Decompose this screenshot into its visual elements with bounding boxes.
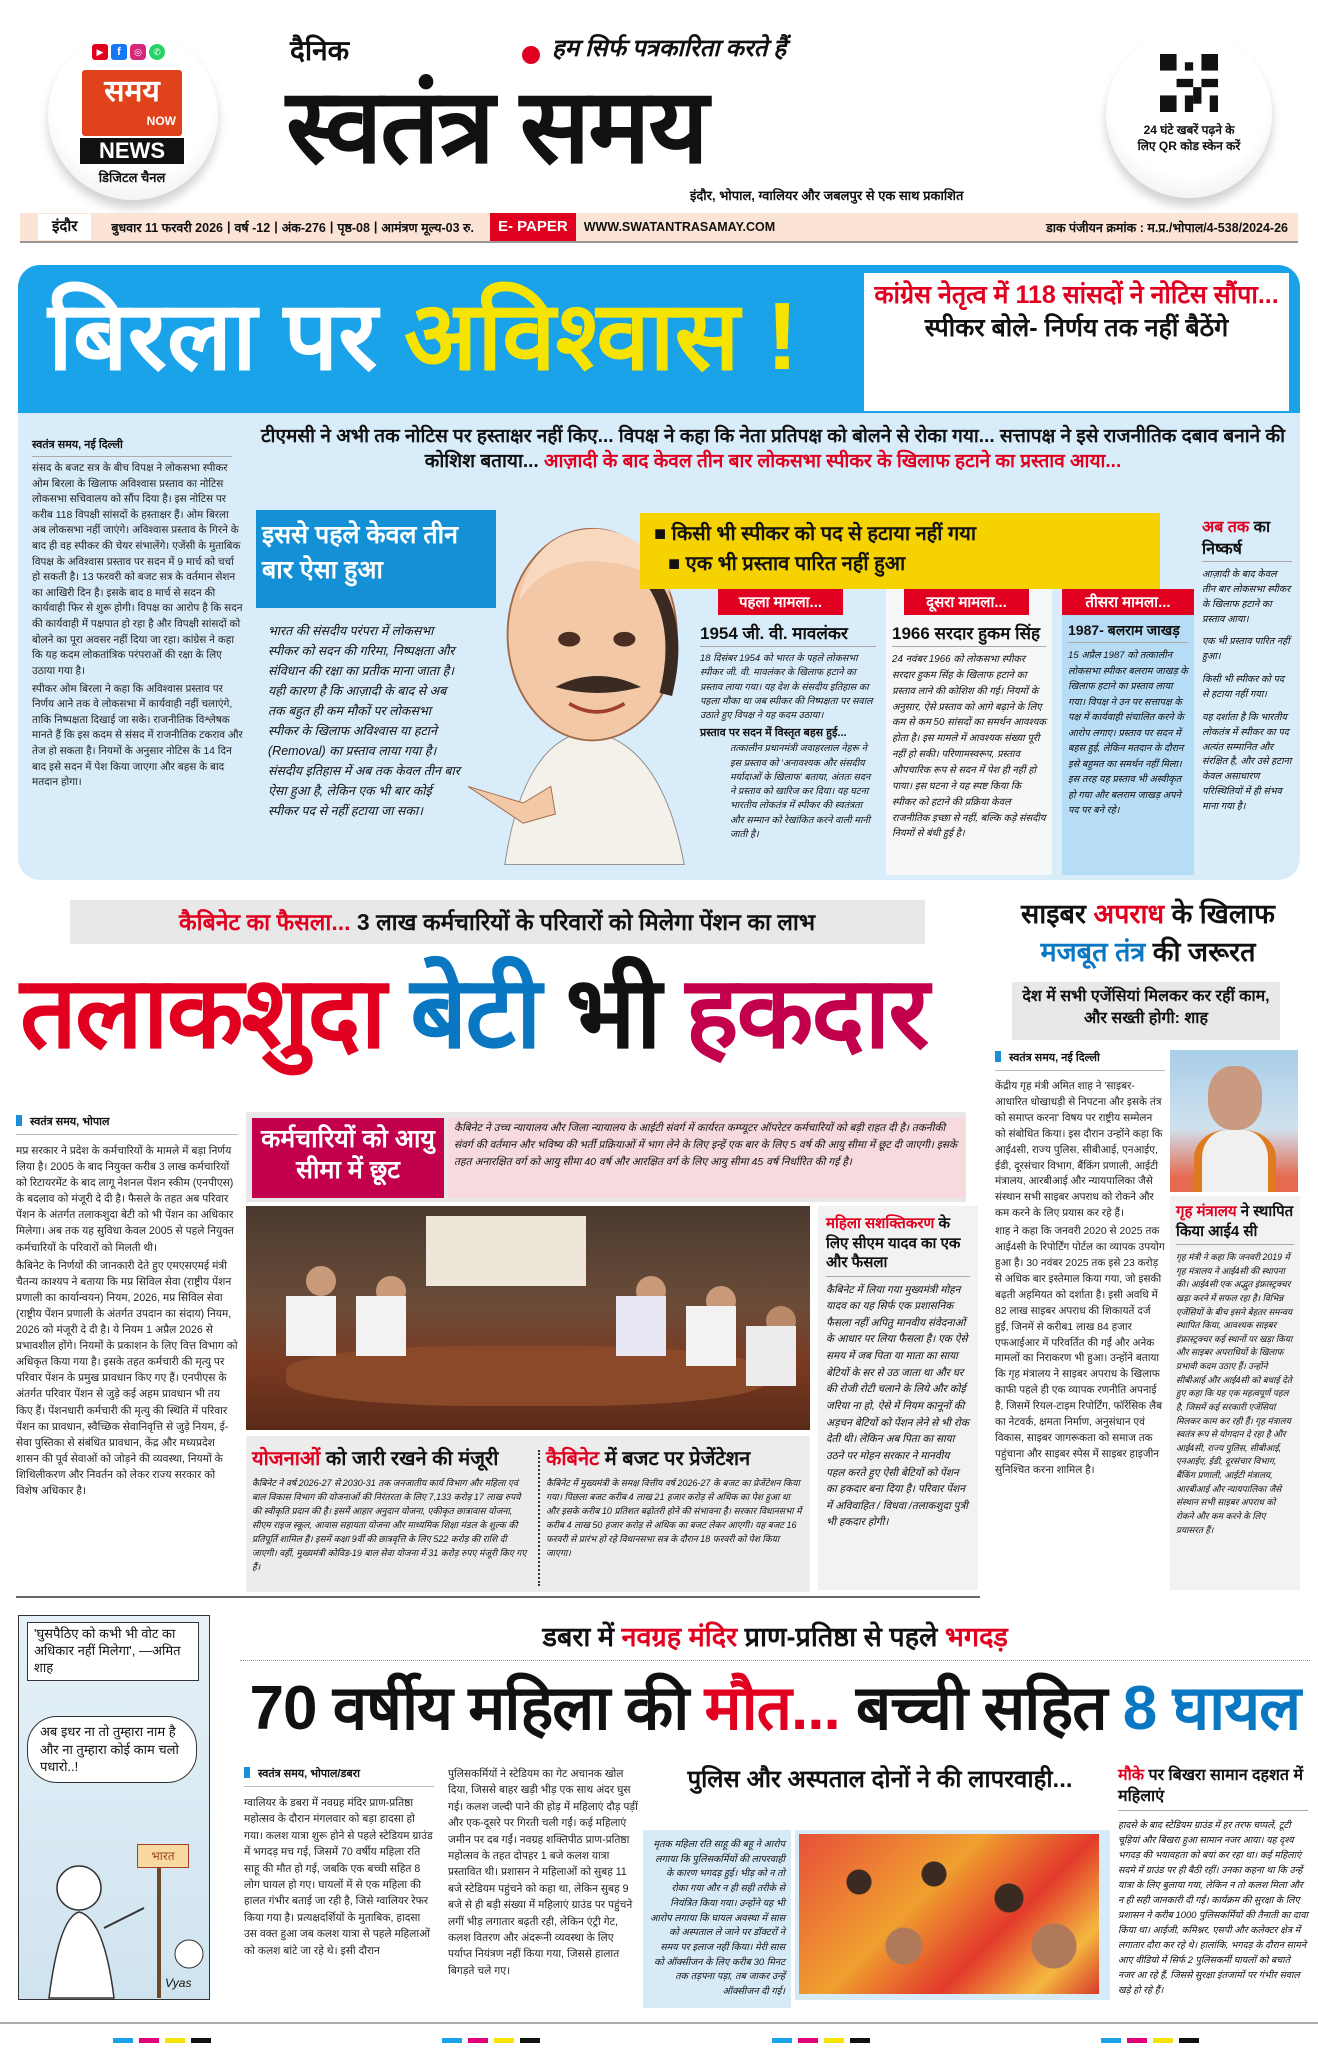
social-icons <box>92 44 165 60</box>
lead-body: संसद के बजट सत्र के बीच विपक्ष ने लोकसभा स्पीकर ओम बिरला के खिलाफ अविश्वास प्रस्ताव का नोटिस लोकसभा सचिवालय को सौंप दिया है। इस नोटिस पर करीब 118 विपक्षी सांसदों के हस्ताक्षर हैं। ओम बिरला अब लोकसभा नहीं जाएंगे। अविश्वास प्रस्ताव के गिरने के बाद ही वह स्पीकर की चेयर संभालेंगे। एजेंसी के मुताबिक विपक्ष के अविश्वास प्रस्ताव पर सदन में 9 मार्च को चर्चा हो सकती है। 13 फरवरी को बजट सत्र के वर्तमान सेशन का आखिरी दिन है। इसके बाद 8 मार्च से सदन की कार्यवाही फिर से शुरू होगी। विपक्ष का आरोप है कि सदन की कार्यवाही में पक्षपात हो रहा है और विपक्षी सांसदों को बोलने का पूरा अवसर नहीं दिया जा रहा। कांग्रेस ने कहा कि यह कदम लोकतांत्रिक परंपराओं की रक्षा के लिए उठाया गया है। स्पीकर ओम बिरला ने कहा कि अविश्वास प्रस्ताव पर निर्णय आने तक वे लोकसभा में कार्यवाही नहीं चलाएंगे, ताकि निष्पक्षता दिखाई जा सके। राजनीतिक विश्लेषक मानते हैं कि इस कदम से संसद में राजनीतिक टकराव और तेज हो सकता है। नियमों के अनुसार नोटिस के 14 दिन बाद इसे सदन में पेश किया जाएगा और बहस के बाद मतदान होगा। <box>32 463 243 789</box>
logo-channel: डिजिटल चैनल <box>98 170 166 185</box>
logo-now: NOW <box>146 114 176 128</box>
lead-story <box>18 265 1300 880</box>
instagram-icon[interactable]: ◎ <box>130 44 146 60</box>
lead-headline: बिरला पर अविश्वास ! <box>48 283 799 390</box>
conclusion-box: अब तक का निष्कर्ष आज़ादी के बाद केवल तीन बार लोकसभा स्पीकर के खिलाफ हटाने का प्रस्ताव आया। एक भी प्रस्ताव पारित नहीं हुआ। किसी भी स्पीकर को पद से हटाया नहीं गया। यह दर्शाता है कि भारतीय लोकतंत्र में स्पीकर का पद अत्यंत सम्मानित और संरक्षित है, और उसे हटाना केवल असाधारण परिस्थितियों में ही संभव माना गया है। <box>1202 515 1292 815</box>
lead-subhead: टीएमसी ने अभी तक नोटिस पर हस्ताक्षर नहीं किए... विपक्ष ने कहा कि नेता प्रतिपक्ष को बोलने से रोका गया... सत्तापक्ष ने इसे राजनीतिक दबाव बनाने की कोशिश बताया... आज़ादी के बाद केवल तीन बार लोकसभा स्पीकर के खिलाफ हटाने का प्रस्ताव आया... <box>260 426 1286 472</box>
pension-kicker: कैबिनेट का फैसला... 3 लाख कर्मचारियों के परिवारों को मिलेगा पेंशन का लाभ <box>179 909 816 935</box>
page-count: पृष्ठ-08 <box>337 220 370 235</box>
cyber-headline: साइबर अपराध के खिलाफ मजबूत तंत्र की जरूरत <box>1020 899 1275 967</box>
tagline-dot <box>522 46 540 64</box>
lead-byline: स्वतंत्र समय, नई दिल्ली <box>32 437 232 457</box>
epaper-button[interactable]: E- PAPER <box>490 213 576 242</box>
history-box-text: भारत की संसदीय परंपरा में लोकसभा स्पीकर को सदन की गरिमा, निष्पक्षता और संविधान की रक्षा का प्रतीक माना जाता है। यही कारण है कि आज़ादी के बाद से अब तक बहुत ही कम मौकों पर लोकसभा स्पीकर के खिलाफ अविश्वास या हटाने (Removal) का प्रस्ताव लाया गया है। संसदीय इतिहास में अब तक केवल तीन बार ऐसा हुआ है, लेकिन एक भी बार कोई स्पीकर पद से नहीं हटाया जा सका। <box>268 624 460 818</box>
women-title: महिला सशक्तिकरण के लिए सीएम यादव का एक और फैसला <box>826 1214 970 1277</box>
stampede-col-1: स्वतंत्र समय, भोपाल/डबरा ग्वालियर के डबरा में नवग्रह मंदिर प्राण-प्रतिष्ठा महोत्सव के दौरान मंगलवार को बड़ा हादसा हो गया। कलश यात्रा शुरू होने से पहले स्टेडियम ग्राउंड में भगदड़ मच गई, जिसमें 70 वर्षीय महिला रति साहू की मौत हो गई, जबकि एक बच्ची सहित 8 लोग घायल हो गए। घायलों में से एक महिला की हालत गंभीर बताई जा रही है, जिसे ग्वालियर रेफर किया गया है। प्रत्यक्षदर्शियों के मुताबिक, हादसा उस वक्त हुआ जब कलश यात्रा से पहले महिलाओं को कलश बांटे जा रहे थे। इसी दौरान <box>244 1768 433 1957</box>
logo-brand: समय <box>104 75 160 108</box>
cartoon <box>18 1615 210 2000</box>
registration-number: डाक पंजीयन क्रमांक : म.प्र./भोपाल/4-538/2024-26 <box>1046 220 1288 235</box>
cartoon-speech-bubble: अब इधर ना तो तुम्हारा नाम है और ना तुम्हारा कोई काम चलो पधारो..! <box>27 1716 197 1783</box>
issue-number: अंक-276 <box>281 220 326 235</box>
date-bar: इंदौर बुधवार 11 फरवरी 2026 | वर्ष -12 | अंक-276 | पृष्ठ-08 | आमंत्रण मूल्य-03 रु. E- PAPER WWW.SWATANTRASAMAY.COM डाक पंजीयन क्रमांक : म.प्र./भोपाल/4-538/2024-26 <box>20 213 1298 243</box>
stampede-headline: 70 वर्षीय महिला की मौत... बच्ची सहित 8 घायल <box>249 1674 1301 1743</box>
pension-divider <box>16 1596 980 1598</box>
women-empowerment-column: महिला सशक्तिकरण के लिए सीएम यादव का एक और फैसला कैबिनेट में लिया गया मुख्यमंत्री मोहन यादव का यह सिर्फ एक प्रशासनिक फैसला नहीं अपितु मानवीय संवेदनाओं के आधार पर लिया फैसला है। एक ऐसे समय में जब पिता या माता का साया बेटियों के सर से उठ जाता था और घर की रोजी रोटी चलाने के लिये और कोई जरिया ना हो, ऐसे में नियम कानूनों की अड़चन बेटियों को पेंशन लेने से भी रोक देती थी। लेकिन अब पिता का साया उठने पर मोहन सरकार ने मानवीय पहल करते हुए ऐसी बेटियों को पेंशन का हकदार बना दिया है। परिवार पेंशन में अविवाहित / विधवा /तलाकशुदा पुत्री भी हकदार होगी। <box>818 1206 978 1590</box>
edition-city: इंदौर <box>38 214 91 240</box>
i4c-title: गृह मंत्रालय ने स्थापित किया आई4 सी <box>1176 1202 1294 1245</box>
website-link[interactable]: WWW.SWATANTRASAMAY.COM <box>583 220 776 234</box>
story-divider <box>538 1450 540 1586</box>
youtube-icon[interactable]: ▶ <box>92 44 108 60</box>
stampede-kicker-rule <box>240 1660 1310 1661</box>
pension-article: स्वतंत्र समय, भोपाल मप्र सरकार ने प्रदेश के कर्मचारियों के मामले में बड़ा निर्णय लिया है। 2005 के बाद नियुक्त करीब 3 लाख कर्मचारियों को रिटायरमेंट के बाद लागू नेशनल पेंशन स्कीम (एनपीएस) के बदलाव को मंजूरी दे दी है। फैसले के तहत अब परिवार पेंशन के अंतर्गत तलाकशुदा बेटी को भी पेंशन का अधिकार मिलेगा। अब तक यह सुविधा केवल 2005 से पहले नियुक्त कर्मचारियों के परिवारों को मिलती थी। कैबिनेट के निर्णयों की जानकारी देते हुए एमएसएमई मंत्री चैतन्य काश्यप ने बताया कि मप्र सिविल सेवा (राष्ट्रीय पेंशन प्रणाली का कार्यान्वयन) नियम, 2026, मप्र सिविल सेवा (राष्ट्रीय पेंशन प्रणाली के अंतर्गत उपदान का संदाय) नियम, 2026 को मंजूरी दे दी है। ये नियम 1 अप्रैल 2026 से प्रभावशील होंगे। नियमों के प्रकाशन के लिए वित्त विभाग को अधिकृत किया गया है। इसके तहत कर्मचारी की मृत्यु पर परिवार पेंशन के प्रमुख प्रावधान किए गए हैं। एनपीएस के अंतर्गत परिवार पेंशन से जुड़े कई अहम प्रावधान भी तय किए हैं। पेंशनधारी कर्मचारी की मृत्यु की स्थिति में परिवार पेंशन का प्रावधान, स्वैच्छिक सेवानिवृत्ति से जुड़े नियम, ई-सेवा पुस्तिका से संबंधित प्रावधान, केंद्र और मध्यप्रदेश शासन की पूर्व सेवाओं को जोड़ने की व्यवस्था, नियमों के शिथिलीकरण और निवर्तन को लेकर राज्य सरकार को विशेष अधिकार है। <box>16 1116 238 1497</box>
qr-badge[interactable] <box>1106 30 1272 198</box>
bottom-rule <box>0 2022 1318 2024</box>
age-box-title: कर्मचारियों को आयु सीमा में छूट <box>252 1118 444 1198</box>
cyber-subhead: देश में सभी एजेंसियां मिलकर कर रहीं काम, और सख्ती होगी: शाह <box>1012 982 1280 1040</box>
cabinet-meeting-photo <box>246 1206 810 1430</box>
newspaper-title: स्वतंत्र समय <box>286 69 707 185</box>
cartoonist-signature: Vyas <box>165 1976 192 1990</box>
case-3: तीसरा मामला... 1987- बलराम जाखड़ 15 अप्रैल 1987 को तत्कालीन लोकसभा स्पीकर बलराम जाखड़ के खिलाफ हटाने का प्रस्ताव लाया गया। विपक्ष ने उन पर सत्तापक्ष के पक्ष में कार्यवाही संचालित करने के आरोप लगाए। प्रस्ताव पर सदन में बहस हुई, लेकिन मतदान के दौरान इसे बहुमत का समर्थन नहीं मिला। इस तरह यह प्रस्ताव भी अस्वीकृत हो गया और बलराम जाखड़ अपने पद पर बने रहे। <box>1062 589 1194 875</box>
story1-title: योजनाओं को जारी रखने की मंजूरी <box>252 1448 499 1470</box>
amit-shah-photo <box>1170 1050 1298 1192</box>
logo-news: NEWS <box>80 138 184 164</box>
aftermath-title: मौके पर बिखरा सामान दहशत में महिलाएं <box>1118 1766 1308 1811</box>
issue-date: बुधवार 11 फरवरी 2026 <box>111 220 223 235</box>
cartoon-sign: भारत <box>137 1844 189 1868</box>
case-1: पहला मामला... 1954 जी. वी. मावलंकर 18 दिसंबर 1954 को भारत के पहले लोकसभा स्पीकर जी. वी. मावलंकर के खिलाफ हटाने का प्रस्ताव लाया गया। यह देश के संसदीय इतिहास का पहला मौका था जब स्पीकर की निष्पक्षता पर सवाल उठाते हुए विपक्ष ने यह कदम उठाया। प्रस्ताव पर सदन में विस्तृत बहस हुई... तत्कालीन प्रधानमंत्री जवाहरलाल नेहरू ने इस प्रस्ताव को 'अनावश्यक और संसदीय मर्यादाओं के खिलाफ' बताया, अंततः सदन ने प्रस्ताव को खारिज कर दिया। यह घटना भारतीय लोकतंत्र में स्पीकर की स्वतंत्रता और सम्मान को रेखांकित करने वाली मानी जाती है। <box>700 589 876 842</box>
key-point: ■ किसी भी स्पीकर को पद से हटाया नहीं गया <box>654 523 977 545</box>
editions-line: इंदौर, भोपाल, ग्वालियर और जबलपुर से एक साथ प्रकाशित <box>690 188 964 203</box>
stampede-col-2: पुलिसकर्मियों ने स्टेडियम का गेट अचानक खोल दिया, जिससे बाहर खड़ी भीड़ एक साथ अंदर घुस गई। कलश जल्दी पाने की होड़ में महिलाएं दौड़ पड़ीं और एक-दूसरे पर गिरती चली गईं। कई महिलाएं जमीन पर दब गईं। नवग्रह शक्तिपीठ प्राण-प्रतिष्ठा महोत्सव के तहत दोपहर 1 बजे कलश यात्रा प्रस्तावित थी। प्रशासन ने महिलाओं को सुबह 11 बजे स्टेडियम पहुंचने को कहा था, लेकिन सुबह 9 बजे से ही बड़ी संख्या में महिलाएं ग्राउंड पर पहुंचने लगीं भीड़ लगातार बढ़ती रही, लेकिन एंट्री गेट, कलश वितरण और अंदरूनी व्यवस्था के लिए पर्याप्त नियंत्रण नहीं किया गया, जिससे हालात बिगड़ते चले गए। <box>448 1768 638 1977</box>
pension-headline: तलाकशुदा बेटी भी हकदार <box>20 957 928 1069</box>
key-point: ■ एक भी प्रस्ताव पारित नहीं हुआ <box>668 553 906 575</box>
stampede-photo <box>795 1830 1110 2000</box>
history-box-title: इससे पहले केवल तीन बार ऐसा हुआ <box>256 510 496 608</box>
stampede-kicker: डबरा में नवग्रह मंदिर प्राण-प्रतिष्ठा से पहले भगदड़ <box>542 1622 1008 1652</box>
aftermath-column: मौके पर बिखरा सामान दहशत में महिलाएं हादसे के बाद स्टेडियम ग्राउंड में हर तरफ चप्पलें, टूटी चूड़ियां और बिखरा हुआ सामान नजर आया। यह दृश्य भगदड़ की भयावहता को बयां कर रहा था। कई महिलाएं सदमे में ग्राउंड पर ही बैठी रहीं। उनका कहना था कि उन्हें यात्रा के लिए बुलाया गया, लेकिन न तो कलश मिला और न ही सही जानकारी दी गई। कार्यक्रम की सुरक्षा के लिए प्रशासन ने करीब 1000 पुलिसकर्मियों की तैनाती का दावा किया था। आईजी, कमिश्नर, एसपी और कलेक्टर क्षेत्र में लगातार दौरा कर रहे थे। हालांकि, भगदड़ के दौरान सामने आए वीडियो में सिर्फ 2 पुलिसकर्मी घायलों को बचाते नजर आ रहे हैं, जिससे सुरक्षा इंतजामों पर गंभीर सवाल खड़े हो रहे हैं। <box>1118 1767 1308 1996</box>
price: आमंत्रण मूल्य-03 रु. <box>381 220 474 235</box>
masthead-prefix: दैनिक <box>290 35 350 66</box>
qr-code-icon[interactable] <box>1160 54 1218 112</box>
story2-title: कैबिनेट में बजट पर प्रेजेंटेशन <box>546 1448 751 1470</box>
conclusion-title: अब तक का निष्कर्ष <box>1202 515 1292 562</box>
samay-now-logo[interactable] <box>48 30 218 200</box>
cartoon-caption: 'घुसपैठिए को कभी भी वोट का अधिकार नहीं मिलेगा', —अमित शाह <box>27 1622 199 1681</box>
police-negligence-text: मृतक महिला रति साहू की बहू ने आरोप लगाया कि पुलिसकर्मियों की लापरवाही के कारण भगदड़ हुई। भीड़ को न तो रोका गया और न ही सही तरीके से नियंत्रित किया गया। उन्होंने यह भी आरोप लगाया कि घायल अवस्था में सास को अस्पताल ले जाने पर डॉक्टरों ने समय पर इलाज नहीं किया। मेरी सास को ऑक्सीजन के लिए करीब 30 मिनट तक तड़पना पड़ा, तब जाकर उन्हें ऑक्सीजन दी गई। <box>643 1830 791 2008</box>
i4c-column: गृह मंत्रालय ने स्थापित किया आई4 सी गृह मंत्री ने कहा कि जनवरी 2019 में गृह मंत्रालय ने आई4सी की स्थापना की। आई4सी एक अद्भुत इंफ्रास्ट्रक्चर खड़ा करने में सफल रहा है। विभिन्न एजेंसियों के बीच इसने बेहतर समन्वय स्थापित किया, आवश्यक साइबर इंफ्रास्ट्रक्चर कई स्थानों पर खड़ा किया और साइबर अपराधियों के खिलाफ प्रभावी कदम उठाए हैं। उन्होंने सीबीआई और आई4सी को बधाई देते हुए कहा कि यह एक महत्वपूर्ण पहल है, जिसमें कई सरकारी एजेंसियां मिलकर काम कर रही हैं। गृह मंत्रालय स्वतंत्र रूप से योगदान दे रहा है और आई4सी, राज्य पुलिस, सीबीआई, एनआईए, ईडी, दूरसंचार विभाग, बैंकिंग प्रणाली, आईटी मंत्रालय, आरबीआई और न्यायपालिका जैसे संस्थान सभी साइबर अपराध को रोकने और कम करने के लिए प्रयासरत हैं। <box>1170 1196 1300 1590</box>
cyber-article: स्वतंत्र समय, नई दिल्ली केंद्रीय गृह मंत्री अमित शाह ने 'साइबर-आधारित धोखाधड़ी से निपटना और इसके तंत्र को समाप्त करना' विषय पर राष्ट्रीय सम्मेलन को संबोधित किया। इस दौरान उन्होंने कहा कि आई4सी, राज्य पुलिस, सीबीआई, एनआईए, ईडी, दूरसंचार विभाग, बैंकिंग प्रणाली, आईटी मंत्रालय, आरबीआई और न्यायपालिका जैसे संस्थान सभी साइबर अपराध को रोकने और कम करने के लिए प्रयास कर रहे हैं। शाह ने कहा कि जनवरी 2020 से 2025 तक आई4सी के रिपोर्टिंग पोर्टल का व्यापक उपयोग हुआ है। 30 नवंबर 2025 तक इसे 23 करोड़ से अधिक बार इस्तेमाल किया गया, जो इसकी बढ़ती अहमियत को दर्शाता है। इसी अवधि में 82 लाख साइबर अपराध की शिकायतें दर्ज हुईं, जिनमें से करीब1 लाख 84 हजार एफआईआर में परिवर्तित की गईं और अनेक मामलों का निराकरण भी हुआ। उन्होंने बताया कि गृह मंत्रालय ने साइबर अपराध के खिलाफ काफी पहले ही एक व्यापक रणनीति अपनाई है, जिसमें रियल-टाइम रिपोर्टिंग, फॉरेंसिक लैब का नेटवर्क, क्षमता निर्माण, अनुसंधान एवं विकास, साइबर जागरूकता को समाज तक पहुंचाना और साइबर स्पेस में साइबर हाइजीन सुनिश्चित करना शामिल है। <box>995 1052 1165 1476</box>
age-box-text: कैबिनेट ने उच्च न्यायालय और जिला न्यायालय के आईटी संवर्ग में कार्यरत कम्प्यूटर ऑपरेटर कर्मचारियों को बड़ी राहत दी है। तकनीकी संवर्ग की वर्तमान और भविष्य की भर्ती प्रक्रियाओं में भाग लेने के लिए इन्हें एक बार के लिए 5 वर्ष की आयु सीमा में छूट दी जाएगी। इसके तहत अनारक्षित वर्ग को आयु सीमा 40 वर्ष और आरक्षित वर्ग के लिए आयु सीमा 45 वर्ष निर्धारित की गई है। <box>448 1118 966 1198</box>
case-2: दूसरा मामला... 1966 सरदार हुकम सिंह 24 नवंबर 1966 को लोकसभा स्पीकर सरदार हुकम सिंह के खिलाफ हटाने का प्रस्ताव लाने की कोशिश की गई। नियमों के अनुसार, ऐसे प्रस्ताव को आगे बढ़ाने के लिए कम से कम 50 सांसदों का समर्थन आवश्यक होता है। इस मामले में आवश्यक संख्या पूरी नहीं हो सकी। परिणामस्वरूप, प्रस्ताव औपचारिक रूप से सदन में पेश ही नहीं हो पाया। इस घटना ने यह स्पष्ट किया कि स्पीकर को हटाने की प्रक्रिया केवल राजनीतिक इच्छा से नहीं, बल्कि कड़े संसदीय नियमों से बंधी हुई है। <box>886 589 1052 875</box>
key-points-banner <box>640 513 1160 589</box>
schemes-story-1: योजनाओं को जारी रखने की मंजूरी कैबिनेट ने वर्ष 2026-27 से 2030-31 तक जनजातीय कार्य विभाग और महिला एवं बाल विकास विभाग की योजनाओं की निरंतरता के लिए 7,133 करोड़ 17 लाख रुपये की स्वीकृति प्रदान की है। इसमें आहार अनुदान योजना, एकीकृत छात्रावास योजना, सीएम राइज स्कूल, आवास सहायता योजना और माध्यमिक शिक्षा मंडल के शुल्क की प्रतिपूर्ति शामिल है। इसमें कक्षा 9वीं की छात्रवृत्ति के लिए 522 करोड़ की राशि दी जाएगी। वहीं, मुख्यमंत्री कोविड-19 बाल सेवा योजना में 31 करोड़ रुपए मंजूरी किए गए हैं। <box>252 1444 532 1575</box>
issue-year: वर्ष -12 <box>234 220 271 235</box>
masthead-tagline: हम सिर्फ पत्रकारिता करते हैं <box>552 36 787 62</box>
color-registration-marks <box>0 2030 1318 2048</box>
schemes-story-2: कैबिनेट में बजट पर प्रेजेंटेशन कैबिनेट में मुख्यमंत्री के समक्ष वित्तीय वर्ष 2026-27 के बजट का प्रेजेंटेशन किया गया। पिछला बजट करीब 4 लाख 21 हजार करोड़ से अधिक का पेश हुआ था और इसके करीब 10 प्रतिशत बढ़ोतरी होने की संभावना है। सरकार विधानसभा में करीब 4 लाख 50 हजार करोड़ से अधिक का बजट लेकर आएगी। यह बजट 16 फरवरी से प्रारंभ हो रहे विधानसभा सत्र के दौरान 18 फरवरी को पेश किया जाएगा। <box>546 1444 804 1561</box>
qr-caption: 24 घंटे खबरें पढ़ने के लिए QR कोड स्केन करें <box>1137 123 1241 154</box>
whatsapp-icon[interactable]: ✆ <box>149 44 165 60</box>
facebook-icon[interactable]: f <box>111 44 127 60</box>
police-negligence-title: पुलिस और अस्पताल दोनों ने की लापरवाही... <box>687 1766 1073 1793</box>
lead-deck: कांग्रेस नेतृत्व में 118 सांसदों ने नोटिस सौंपा... स्पीकर बोले- निर्णय तक नहीं बैठेंगे <box>864 273 1289 411</box>
